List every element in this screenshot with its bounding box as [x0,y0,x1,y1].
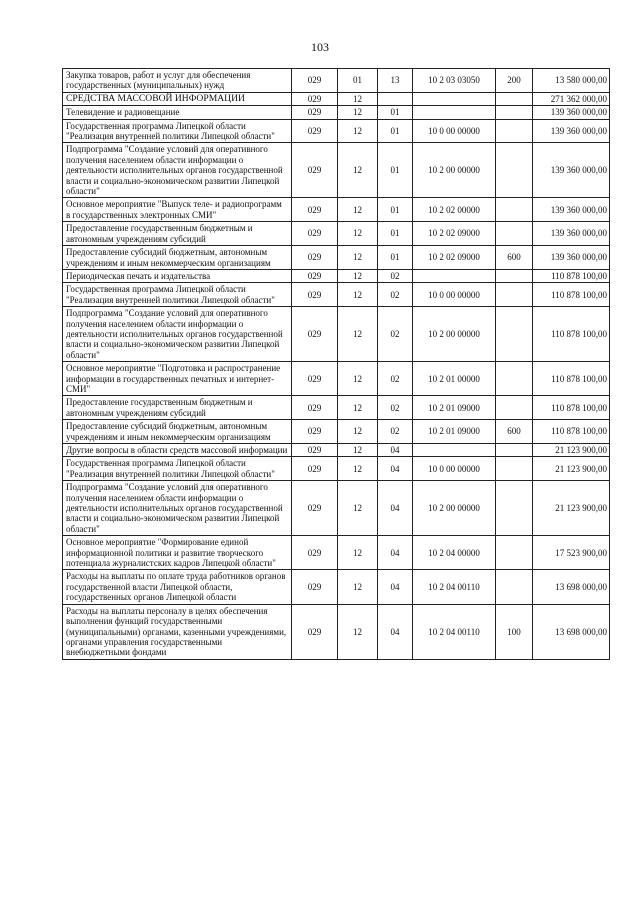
table-row [63,246,610,270]
row-section-code: 12 [338,396,378,420]
row-ministry-code: 029 [292,481,338,536]
row-description: Основное мероприятие "Формирование единой информационной политики и развитие творческого потенциала журналистских кадров Липецкой области" [63,536,292,570]
table-body [63,69,610,660]
row-amount: 13 698 000,00 [533,570,610,604]
row-target-article: 10 2 00 00000 [413,307,496,362]
table-row [63,481,610,536]
row-section-code: 12 [338,283,378,307]
row-amount: 139 360 000,00 [533,222,610,246]
row-expense-type [496,198,533,222]
row-description: Подпрограмма "Создание условий для оперативного получения населением области информации о деятельности исполнительных органов государственной власти и социально-экономическом развитии Липецкой области" [63,307,292,362]
table-row [63,106,610,119]
row-amount: 110 878 100,00 [533,283,610,307]
row-expense-type [496,222,533,246]
row-amount: 13 698 000,00 [533,604,610,659]
row-section-code: 12 [338,444,378,457]
row-ministry-code: 029 [292,106,338,119]
row-description: Расходы на выплаты по оплате труда работников органов государственной власти Липецкой области, государственных органов Липецкой области [63,570,292,604]
row-target-article [413,92,496,105]
row-subsection-code: 01 [378,119,413,143]
row-section-code: 12 [338,269,378,282]
page-number: 103 [311,40,329,54]
row-amount: 21 123 900,00 [533,481,610,536]
row-description: Государственная программа Липецкой области "Реализация внутренней политики Липецкой области" [63,283,292,307]
row-description: Подпрограмма "Создание условий для оперативного получения населением области информации о деятельности исполнительных органов государственной власти и социально-экономическом развитии Липецкой области" [63,481,292,536]
table-row [63,269,610,282]
row-subsection-code: 04 [378,536,413,570]
table-row [63,69,610,93]
row-amount: 139 360 000,00 [533,198,610,222]
row-ministry-code: 029 [292,283,338,307]
row-expense-type [496,396,533,420]
row-amount: 110 878 100,00 [533,362,610,396]
row-target-article: 10 0 00 00000 [413,457,496,481]
row-target-article: 10 2 01 09000 [413,420,496,444]
row-expense-type [496,536,533,570]
row-ministry-code: 029 [292,92,338,105]
row-description: Подпрограмма "Создание условий для оперативного получения населением области информации о деятельности исполнительных органов государственной власти и социально-экономическом развитии Липецкой области" [63,143,292,198]
row-subsection-code: 04 [378,570,413,604]
table-row [63,536,610,570]
row-description: Основное мероприятие "Выпуск теле- и радиопрограмм в государственных электронных СМИ" [63,198,292,222]
row-ministry-code: 029 [292,420,338,444]
row-subsection-code: 01 [378,106,413,119]
row-section-code: 12 [338,481,378,536]
table-row [63,143,610,198]
table-row [63,222,610,246]
row-subsection-code: 04 [378,604,413,659]
row-expense-type [496,283,533,307]
row-description: Другие вопросы в области средств массовой информации [63,444,292,457]
row-target-article [413,444,496,457]
row-section-code: 12 [338,362,378,396]
row-amount: 139 360 000,00 [533,106,610,119]
row-description: Телевидение и радиовещание [63,106,292,119]
row-subsection-code [378,92,413,105]
row-description: Основное мероприятие "Подготовка и распространение информации в государственных печатных и интернет-СМИ" [63,362,292,396]
row-subsection-code: 04 [378,457,413,481]
row-expense-type [496,481,533,536]
row-target-article: 10 0 00 00000 [413,283,496,307]
row-target-article: 10 2 04 00110 [413,570,496,604]
row-expense-type [496,143,533,198]
row-target-article: 10 2 02 09000 [413,246,496,270]
row-ministry-code: 029 [292,362,338,396]
row-subsection-code: 01 [378,198,413,222]
row-section-code: 12 [338,119,378,143]
row-description: СРЕДСТВА МАССОВОЙ ИНФОРМАЦИИ [63,92,292,105]
row-ministry-code: 029 [292,396,338,420]
row-expense-type [496,106,533,119]
row-section-code: 01 [338,69,378,93]
row-target-article: 10 2 01 09000 [413,396,496,420]
table-row [63,92,610,105]
row-section-code: 12 [338,457,378,481]
row-target-article: 10 2 02 09000 [413,222,496,246]
row-amount: 271 362 000,00 [533,92,610,105]
row-subsection-code: 01 [378,222,413,246]
row-target-article [413,106,496,119]
row-target-article: 10 0 00 00000 [413,119,496,143]
row-subsection-code: 13 [378,69,413,93]
row-description: Предоставление государственным бюджетным и автономным учреждениям субсидий [63,222,292,246]
row-target-article: 10 2 00 00000 [413,481,496,536]
row-target-article: 10 2 00 00000 [413,143,496,198]
row-expense-type: 600 [496,420,533,444]
row-ministry-code: 029 [292,307,338,362]
row-expense-type [496,119,533,143]
row-target-article: 10 2 03 03050 [413,69,496,93]
row-amount: 110 878 100,00 [533,307,610,362]
table-row [63,570,610,604]
row-amount: 110 878 100,00 [533,269,610,282]
row-expense-type [496,92,533,105]
row-description: Государственная программа Липецкой области "Реализация внутренней политики Липецкой области" [63,457,292,481]
row-expense-type [496,307,533,362]
row-description: Предоставление субсидий бюджетным, автономным учреждениям и иным некоммерческим организациям [63,420,292,444]
row-amount: 21 123 900,00 [533,444,610,457]
row-amount: 13 580 000,00 [533,69,610,93]
row-section-code: 12 [338,604,378,659]
row-expense-type [496,362,533,396]
row-section-code: 12 [338,246,378,270]
row-description: Периодическая печать и издательства [63,269,292,282]
row-subsection-code: 02 [378,396,413,420]
row-subsection-code: 02 [378,269,413,282]
row-section-code: 12 [338,198,378,222]
table-row [63,604,610,659]
row-section-code: 12 [338,222,378,246]
row-subsection-code: 02 [378,362,413,396]
row-section-code: 12 [338,570,378,604]
row-amount: 139 360 000,00 [533,143,610,198]
table-row [63,396,610,420]
row-expense-type: 600 [496,246,533,270]
row-ministry-code: 029 [292,457,338,481]
row-section-code: 12 [338,143,378,198]
row-subsection-code: 01 [378,246,413,270]
row-section-code: 12 [338,106,378,119]
row-expense-type: 200 [496,69,533,93]
row-ministry-code: 029 [292,444,338,457]
row-target-article [413,269,496,282]
row-ministry-code: 029 [292,119,338,143]
row-expense-type [496,570,533,604]
row-section-code: 12 [338,420,378,444]
row-expense-type: 100 [496,604,533,659]
row-target-article: 10 2 04 00110 [413,604,496,659]
row-ministry-code: 029 [292,143,338,198]
table-row [63,362,610,396]
row-ministry-code: 029 [292,246,338,270]
row-expense-type [496,457,533,481]
row-description: Предоставление субсидий бюджетным, автономным учреждениям и иным некоммерческим организациям [63,246,292,270]
row-expense-type [496,444,533,457]
row-amount: 139 360 000,00 [533,119,610,143]
table-row [63,457,610,481]
row-amount: 110 878 100,00 [533,420,610,444]
table-row [63,283,610,307]
row-subsection-code: 01 [378,143,413,198]
budget-table [62,68,610,660]
table-row [63,198,610,222]
table-row [63,119,610,143]
row-amount: 17 523 900,00 [533,536,610,570]
row-ministry-code: 029 [292,69,338,93]
row-ministry-code: 029 [292,604,338,659]
row-description: Расходы на выплаты персоналу в целях обеспечения выполнения функций государственными (муниципальными) органами, казенными учреждениями, органами управления государственными внебюджетными фондами [63,604,292,659]
row-target-article: 10 2 01 00000 [413,362,496,396]
row-description: Предоставление государственным бюджетным и автономным учреждениям субсидий [63,396,292,420]
table-row [63,444,610,457]
table-row [63,420,610,444]
row-description: Государственная программа Липецкой области "Реализация внутренней политики Липецкой области" [63,119,292,143]
row-amount: 21 123 900,00 [533,457,610,481]
row-expense-type [496,269,533,282]
row-section-code: 12 [338,92,378,105]
row-subsection-code: 02 [378,283,413,307]
row-ministry-code: 029 [292,536,338,570]
row-subsection-code: 02 [378,420,413,444]
row-description: Закупка товаров, работ и услуг для обеспечения государственных (муниципальных) нужд [63,69,292,93]
row-amount: 139 360 000,00 [533,246,610,270]
row-target-article: 10 2 04 00000 [413,536,496,570]
row-subsection-code: 02 [378,307,413,362]
row-subsection-code: 04 [378,444,413,457]
row-section-code: 12 [338,536,378,570]
row-ministry-code: 029 [292,269,338,282]
row-subsection-code: 04 [378,481,413,536]
row-ministry-code: 029 [292,222,338,246]
row-section-code: 12 [338,307,378,362]
table-row [63,307,610,362]
row-ministry-code: 029 [292,570,338,604]
row-target-article: 10 2 02 00000 [413,198,496,222]
row-amount: 110 878 100,00 [533,396,610,420]
row-ministry-code: 029 [292,198,338,222]
